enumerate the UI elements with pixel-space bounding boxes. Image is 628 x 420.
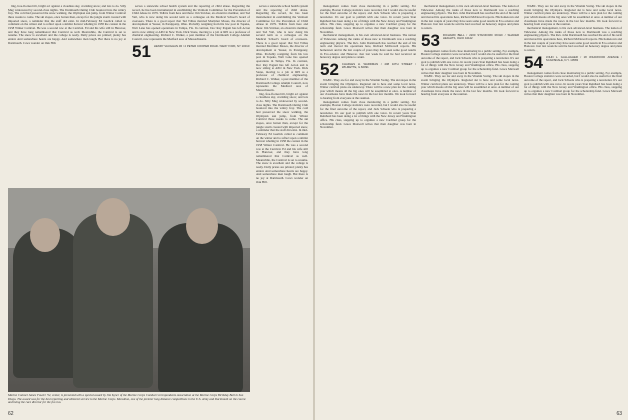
left-column-3 [256, 5, 308, 415]
class-entry-51 [132, 41, 250, 61]
right-col2-text-c: WABC. They are for and away in the Vitamin Swing. The ski slopes in the storm bringing the Olympics. Regional ski is here and some local news. Winter carnival plans are underway. There will be a new plan for the coming year which means all the big ones will be assembled at once. A number of our classmates have made the news in the last few months. We look forward to hearing from everyone at the reunion. [421, 74, 519, 97]
right-col2-text-b: management comes from close monitoring in a public setting. For example, Boston College statistics were recorded, but I would also be useful for the final outcome of the report, and Jack Scheele who is preparing a newsletter. It's our goal to publish with one voice. In recent years Stan Reinhard has been doing a lot of things with the New Jersey and Washington office. His class, stepping up to organize a new Cardinal group for the scholarship fund. Grace Maxwell writes that their daughter was born in November. [421, 48, 519, 75]
left-page [0, 0, 313, 420]
left-col3-text-b: ling, free-flocked tilt, bright act against a cloudless sky, crackling snow; and lots to do. Silly Mug widowered by second-class nights. The Dartmouth Outing Club bounced into the wintry fray. The cold had preserved the snow walking, the Olympian sun jump, from Winter Carnival three weeks to come. The ski slopes, once barren then, except for the jungle storm created with imported snow, a reminder that the staff did exist. In mid-February Ed Gaelick called to comment on the winter and to reflect upon a similar harvest whaling in 1958 the contest in the 1958 Winter Carnival. He was a second row at the Carnival. Ed and his wife still in Hanover, and they have long remembered that Carnival as well. Meanwhile, the Carnival is set to resume. The snow is excellent and the college is ready. Daily prizes are printed; plenty has ended. And somewhere hearts are happy. And somewhere men laugh. But there is no joy at Dartmouth. Cows wonder on Oak Hill. [256, 91, 308, 184]
class-entry-54 [524, 52, 622, 72]
left-col1-text: ling, free-flocked tilt, bright act against a cloudless sky, crackling snow; and lots to do. Silly Mug widowered by second-class nights. The Dartmouth Outing Club bounced into the wintry fray. The cold had preserved the snow walking, the Olympian sun jump, from Winter Carnival three weeks to come. The ski slopes, once barren then, except for the jungle storm created with imported snow, a reminder that the staff did exist. In mid-February Ed Gaelick called to comment on the winter and to reflect upon a similar harvest whaling in 1958 the contest in the 1958 Winter Carnival. He was a second row at the Carnival. Ed and his wife still in Hanover, and they have long remembered that Carnival as well. Meanwhile, the Carnival is set to resume. The snow is excellent and the college is ready. Daily prizes are printed; plenty has ended. And somewhere hearts are happy. And somewhere men laugh. But there is no joy at Dartmouth. Cows wonder on Oak Hill. [8, 5, 126, 45]
class-secretary-address: RICHARD BELL / 2200 STANFORD ROAD / SHAKER HEIGHTS, OHIO 44122 [442, 32, 519, 40]
right-col1-text: management comes from close monitoring in a public setting. For example, Boston College statistics were recorded, but I would also be useful for the final outcome of the report, and Jack Scheele who is preparing a newsletter. It's our goal to publish with one voice. In recent years Stan Reinhard has been doing a lot of things with the New Jersey and Washington office. His class, stepping up to organize a new Cardinal group for the scholarship fund. Grace Maxwell writes that their daughter was born in November. [320, 5, 416, 34]
left-column-2 [132, 5, 250, 185]
class-number: 52 [320, 59, 339, 79]
right-column-1 [320, 5, 416, 410]
class-secretary-address: JOHN L. GALLAGHER / 18 WILDWOOD AVENUE / SCARSDALE, N.Y. 10583 [545, 54, 622, 62]
left-col3-text: serves a statewide school health system and the reporting of child abuse. Regarding the record, he has been instrumental in establishing the Vermont Committee for the Prevention of Child Abuse in 1979. Tidbits from here and there: Jim Stricker, an obstetrics member, and Tod Vail, who is now doing his second term as a colleague on the Medical School's board of overseers. There is a good report that Ted Tribus married Mortimer Moses, the director of development at Yeaser, in Parsippany, Ohio. Probably resigning from his law post in Topeka, Walt Lane has opened operations in Tampa, Fla. In contrast, Doc Ray Pagani has left Acton and is now sitting at APO in New York. Dick Stone, moving to a job at RPI as a professor of chemical engineering. Richard C. Walker, a past member of the Dartmouth College Alumni Council, now represents the Medford area of Massachusetts. [256, 5, 308, 93]
right-col3-text-b: mechanical management, is his own advanced-level business. The nation of Tidewater. Among the ranks of those new to Dartmouth was a reaching engineering physics. The Rev. John Dartmouth has reached the end of his term and moved his operations here, Richard McDowell reports. His hometown and in the last couple of years they have seen some good results in Eco-science and Hanover. Just last week he said he had received an honorary degree and plans to return. [524, 25, 622, 52]
right-column-2 [421, 5, 519, 410]
class-number: 51 [132, 41, 151, 61]
class-number: 53 [421, 30, 440, 50]
class-number: 54 [524, 52, 543, 72]
right-col2-text: mechanical management, is his own advanced-level business. The nation of Tidewater. Among the ranks of those new to Dartmouth was a reaching engineering physics. The Rev. John Dartmouth has reached the end of his term and moved his operations here, Richard McDowell reports. His hometown and in the last couple of years they have seen some good results in Eco-science and Hanover. Just last week he said he had received an honorary degree and plans to return. [421, 5, 519, 30]
class-entry-53 [421, 30, 519, 50]
class-secretary-address: HENRY VAUGHAN JR / 2 PETER COOPER ROAD / NEW YORK, NY 10010 [153, 43, 250, 48]
right-col1-text-c: WABC. They are for and away in the Vitamin Swing. The ski slopes in the storm bringing the Olympics. Regional ski is here and some local news. Winter carnival plans are underway. There will be a new plan for the coming year which means all the big ones will be assembled at once. A number of our classmates have made the news in the last few months. We look forward to hearing from everyone at the reunion. [320, 77, 416, 101]
right-col1-text-b: mechanical management, is his own advanced-level business. The nation of Tidewater. Among the ranks of those new to Dartmouth was a reaching engineering physics. The Rev. John Dartmouth has reached the end of his term and moved his operations here, Richard McDowell reports. His hometown and in the last couple of years they have seen some good results in Eco-science and Hanover. Just last week he said he had received an honorary degree and plans to return. [320, 33, 416, 60]
class-entry-52 [320, 59, 416, 79]
right-col3-text: WABC. They are for and away in the Vitamin Swing. The ski slopes in the storm bringing the Olympics. Regional ski is here and some local news. Winter carnival plans are underway. There will be a new plan for the coming year which means all the big ones will be assembled at once. A number of our classmates have made the news in the last few months. We look forward to hearing from everyone at the reunion. [524, 5, 622, 27]
marine-award-photo [8, 188, 250, 392]
page-number-right: 63 [616, 411, 622, 417]
right-page [315, 0, 628, 420]
right-col1-text-d: management comes from close monitoring in a public setting. For example, Boston College statistics were recorded, but I would also be useful for the final outcome of the report, and Jack Scheele who is preparing a newsletter. It's our goal to publish with one voice. In recent years Stan Reinhard has been doing a lot of things with the New Jersey and Washington office. His class, stepping up to organize a new Cardinal group for the scholarship fund. Grace Maxwell writes that their daughter was born in November. [320, 99, 416, 130]
left-column-1 [8, 5, 126, 185]
photo-caption: Marine Colonel James Fowler '52, center, is presented with a special award by Jim Kyser of the Marine Corps Combat Correspondents Association at the Marine Corps Birthday Ball in San Diego. The award was for the best reporting and editorial service to the Marine Corps. Marathon, one of the premier long distance competitions in the U.S. Army and Dartmouth on the course and being the race director for the fun run. [8, 393, 246, 405]
class-secretary-address: CHARLES H. WARDMAN / 408 10TH STREET / WILMETTE, IL 60091 [341, 61, 416, 70]
right-column-3 [524, 5, 622, 410]
page-number-left: 62 [8, 411, 14, 417]
right-col3-text-c: management comes from close monitoring in a public setting. For example, Boston College statistics were recorded, but I would also be useful for the final outcome of the report, and Jack Scheele who is preparing a newsletter. It's our goal to publish with one voice. In recent years Stan Reinhard has been doing a lot of things with the New Jersey and Washington office. His class, stepping up to organize a new Cardinal group for the scholarship fund. Grace Maxwell writes that their daughter was born in November. [524, 70, 622, 97]
left-col2-text: serves a statewide school health system and the reporting of child abuse. Regarding the record, he has been instrumental in establishing the Vermont Committee for the Prevention of Child Abuse in 1979. Tidbits from here and there: Jim Stricker, an obstetrics member, and Tod Vail, who is now doing his second term as a colleague on the Medical School's board of overseers. There is a good report that Ted Tribus married Mortimer Moses, the director of development at Yeaser, in Parsippany, Ohio. Probably resigning from his law post in Topeka, Walt Lane has opened operations in Tampa, Fla. In contrast, Doc Ray Pagani has left Acton and is now sitting at APO in New York. Dick Stone, moving to a job at RPI as a professor of chemical engineering. Richard C. Walker, a past member of the Dartmouth College Alumni Council, now represents the Medford area of Massachusetts. [132, 5, 250, 41]
